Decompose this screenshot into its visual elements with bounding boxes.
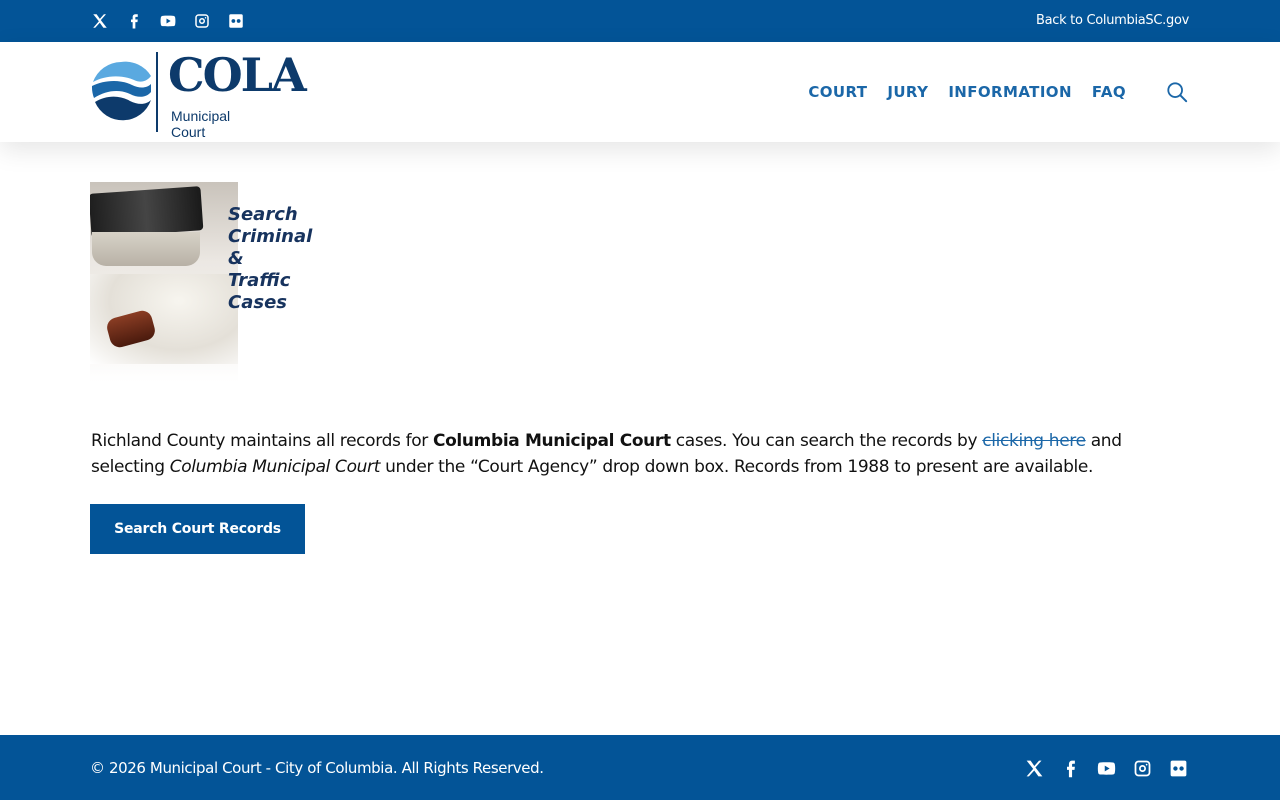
promo-line-3: Traffic [228, 270, 291, 291]
youtube-icon[interactable] [158, 11, 178, 31]
flickr-icon[interactable] [1166, 756, 1190, 780]
flickr-icon[interactable] [226, 11, 246, 31]
instagram-icon[interactable] [1130, 756, 1154, 780]
paragraph-text-1: Richland County maintains all records for [91, 431, 433, 451]
book-dark [90, 186, 203, 238]
copyright-text: © 2026 Municipal Court - City of Columbia. All Rights Reserved. [90, 759, 544, 777]
nav-information[interactable]: INFORMATION [948, 83, 1072, 101]
nav-jury[interactable]: JURY [887, 83, 929, 101]
logo-divider [156, 52, 158, 132]
records-info-paragraph [91, 428, 1191, 480]
wave-logo-icon [90, 52, 152, 132]
top-bar [0, 0, 1280, 42]
clicking-here-link[interactable]: clicking here [982, 431, 1086, 451]
paragraph-text-4: under the “Court Agency” drop down box. Records from 1988 to present are available. [380, 457, 1094, 477]
promo-line-1: Search [228, 204, 298, 225]
main-nav [788, 83, 1126, 101]
instagram-icon[interactable] [192, 11, 212, 31]
x-icon[interactable] [90, 11, 110, 31]
paragraph-italic-court-name: Columbia Municipal Court [169, 457, 381, 477]
search-court-records-button[interactable]: Search Court Records [90, 504, 305, 554]
promo-caption [228, 204, 320, 314]
site-header [0, 42, 1280, 142]
logo-subtitle-municipal: Municipal [171, 108, 231, 124]
nav-court[interactable]: COURT [808, 83, 868, 101]
youtube-icon[interactable] [1094, 756, 1118, 780]
footer-social-links [1022, 756, 1202, 780]
x-icon[interactable] [1022, 756, 1046, 780]
book-pages [92, 232, 200, 266]
facebook-icon[interactable] [124, 11, 144, 31]
law-books-gavel-photo [90, 182, 238, 382]
logo-title: COLA [168, 48, 305, 102]
facebook-icon[interactable] [1058, 756, 1082, 780]
back-to-columbiasc-link[interactable]: Back to ColumbiaSC.gov [1035, 13, 1189, 28]
top-social-links [90, 11, 260, 31]
logo-subtitle-court: Court [171, 124, 206, 140]
promo-line-4: Cases [228, 292, 287, 313]
search-cases-promo-image[interactable] [90, 182, 320, 382]
search-icon[interactable] [1166, 81, 1188, 103]
cola-logo[interactable] [90, 48, 305, 140]
paragraph-bold-court-name: Columbia Municipal Court [432, 431, 671, 451]
paragraph-text-3: and selecting [91, 431, 1122, 477]
promo-line-2: Criminal & [228, 226, 313, 269]
nav-faq[interactable]: FAQ [1091, 83, 1126, 101]
paragraph-text-2: cases. You can search the records by [670, 431, 983, 451]
site-footer [0, 735, 1280, 800]
